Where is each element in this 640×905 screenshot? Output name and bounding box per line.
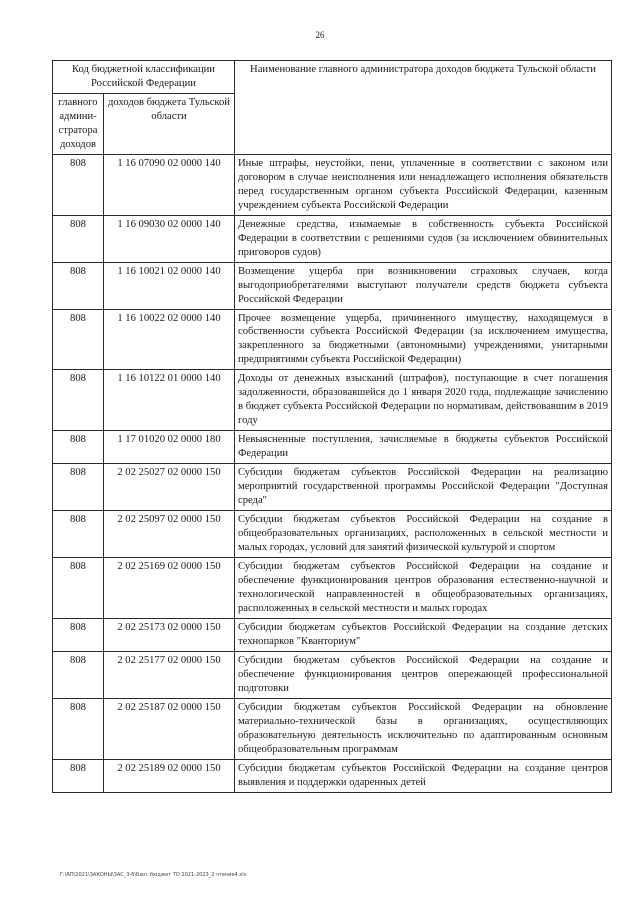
administrator-name-cell: Субсидии бюджетам субъектов Российской Федерации на создание центров выявления и поддержки одаренных детей: [235, 759, 612, 792]
admin-code-cell: 808: [53, 215, 104, 262]
table-row: [53, 309, 612, 370]
admin-code-cell: 808: [53, 618, 104, 651]
administrator-name-cell: Иные штрафы, неустойки, пени, уплаченные в соответствии с законом или договором в случае неисполнения или ненадлежащего исполнения обязательств перед государственным органом субъекта Российской Федерации, казенным учреждением субъекта Российской Федерации: [235, 154, 612, 215]
administrator-name-cell: Субсидии бюджетам субъектов Российской Федерации на создание и обеспечение функционирования центров опережающей профессиональной подготовки: [235, 651, 612, 698]
budget-code-cell: 2 02 25169 02 0000 150: [104, 558, 235, 619]
admin-code-cell: 808: [53, 262, 104, 309]
budget-code-cell: 1 16 10022 02 0000 140: [104, 309, 235, 370]
budget-code-cell: 1 16 07090 02 0000 140: [104, 154, 235, 215]
table-row: [53, 698, 612, 759]
budget-code-cell: 2 02 25189 02 0000 150: [104, 759, 235, 792]
table-row: [53, 511, 612, 558]
budget-code-cell: 2 02 25177 02 0000 150: [104, 651, 235, 698]
admin-code-cell: 808: [53, 511, 104, 558]
admin-code-cell: 808: [53, 154, 104, 215]
admin-code-cell: 808: [53, 309, 104, 370]
table-row: [53, 651, 612, 698]
administrator-name-cell: Денежные средства, изымаемые в собственность субъекта Российской Федерации в соответствии с решениями судов (за исключением обвинительных приговоров судов): [235, 215, 612, 262]
income-administrators-table: [52, 60, 612, 793]
table-row: [53, 759, 612, 792]
header-income-column: доходов бюджета Тульской области: [104, 93, 235, 154]
administrator-name-cell: Возмещение ущерба при возникновении страховых случаев, когда выгодоприобретателями выступают получатели средств бюджета субъекта Российской Федерации: [235, 262, 612, 309]
table-row: [53, 262, 612, 309]
table-row: [53, 215, 612, 262]
table-body: [53, 154, 612, 792]
administrator-name-cell: Субсидии бюджетам субъектов Российской Федерации на создание и обеспечение функционирования центров образования естественно-научной и технологической направленностей в общеобразовательных организациях, расположенных в сельской местности и малых городах: [235, 558, 612, 619]
table-row: [53, 431, 612, 464]
header-code-group: Код бюджетной классификации Российской Федерации: [53, 61, 235, 94]
budget-code-cell: 1 16 10122 01 0000 140: [104, 370, 235, 431]
budget-code-cell: 1 17 01020 02 0000 180: [104, 431, 235, 464]
administrator-name-cell: Прочее возмещение ущерба, причиненного имуществу, находящемуся в собственности субъекта Российской Федерации (за исключением имущества, закрепленного за бюджетными (автономными) учреждениями, унитарными предприятиями субъекта Российской Федерации): [235, 309, 612, 370]
admin-code-cell: 808: [53, 558, 104, 619]
admin-code-cell: 808: [53, 759, 104, 792]
administrator-name-cell: Невыясненные поступления, зачисляемые в бюджеты субъектов Российской Федерации: [235, 431, 612, 464]
admin-code-cell: 808: [53, 651, 104, 698]
table-header: [53, 61, 612, 155]
admin-code-cell: 808: [53, 698, 104, 759]
header-name-column: Наименование главного администратора доходов бюджета Тульской области: [235, 61, 612, 155]
budget-code-cell: 2 02 25027 02 0000 150: [104, 464, 235, 511]
table-row: [53, 618, 612, 651]
table-row: [53, 464, 612, 511]
administrator-name-cell: Субсидии бюджетам субъектов Российской Федерации на создание в общеобразовательных организациях, расположенных в сельской местности и малых городах, условий для занятий физической культурой и спортом: [235, 511, 612, 558]
table-row: [53, 370, 612, 431]
admin-code-cell: 808: [53, 370, 104, 431]
header-admin-column: главного админи-стратора доходов: [53, 93, 104, 154]
page-number: 26: [315, 30, 325, 40]
administrator-name-cell: Субсидии бюджетам субъектов Российской Федерации на реализацию мероприятий государственной программы Российской Федерации "Доступная среда": [235, 464, 612, 511]
admin-code-cell: 808: [53, 431, 104, 464]
budget-code-cell: 2 02 25187 02 0000 150: [104, 698, 235, 759]
budget-code-cell: 1 16 09030 02 0000 140: [104, 215, 235, 262]
budget-code-cell: 2 02 25173 02 0000 150: [104, 618, 235, 651]
budget-code-cell: 2 02 25097 02 0000 150: [104, 511, 235, 558]
budget-code-cell: 1 16 10021 02 0000 140: [104, 262, 235, 309]
administrator-name-cell: Субсидии бюджетам субъектов Российской Федерации на обновление материально-технической базы в организациях, осуществляющих образовательную деятельность исключительно по адаптированным основным общеобразовательным программам: [235, 698, 612, 759]
file-path-footer: Г:\АП\2021\ЗАКОНЫ\ЗАС_3-б\Бюл. бюджет ТО 2021-2023_2 чтение4.xls: [60, 872, 247, 878]
admin-code-cell: 808: [53, 464, 104, 511]
table-row: [53, 558, 612, 619]
administrator-name-cell: Доходы от денежных взысканий (штрафов), поступающие в счет погашения задолженности, образовавшейся до 1 января 2020 года, подлежащие зачислению в бюджет субъекта Российской Федерации по нормативам, действовавшим в 2019 году: [235, 370, 612, 431]
table-row: [53, 154, 612, 215]
administrator-name-cell: Субсидии бюджетам субъектов Российской Федерации на создание детских технопарков "Кванториум": [235, 618, 612, 651]
